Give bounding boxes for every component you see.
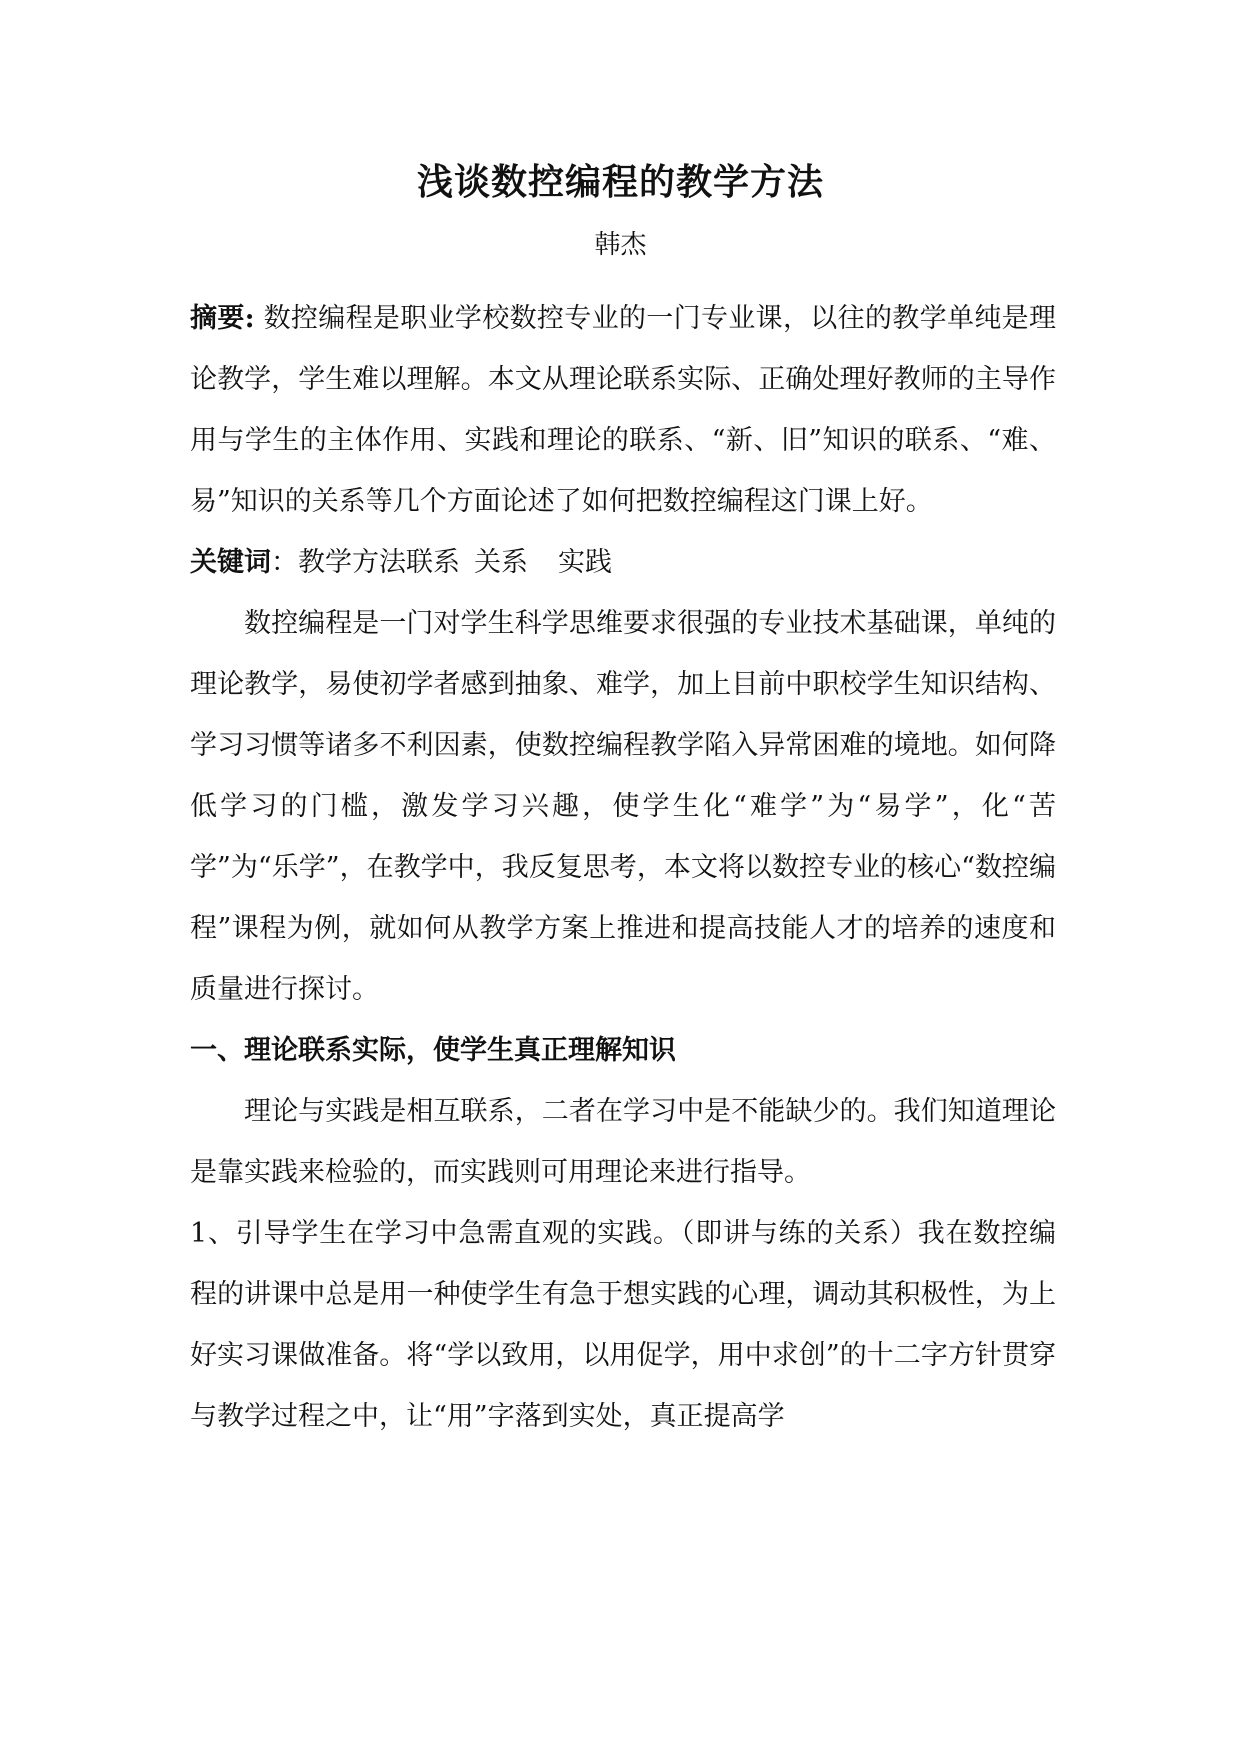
abstract-label: 摘要: — [190, 303, 255, 334]
abstract-paragraph — [190, 288, 1056, 532]
intro-paragraph: 数控编程是一门对学生科学思维要求很强的专业技术基础课，单纯的理论教学，易使初学者感到抽象、难学，加上目前中职校学生知识结构、学习习惯等诸多不利因素，使数控编程教学陷入异常困难的境地。如何降低学习的门槛，激发学习兴趣，使学生化“难学”为“易学”，化“苦学”为“乐学”，在教学中，我反复思考，本文将以数控专业的核心“数控编程”课程为例，就如何从教学方案上推进和提高技能人才的培养的速度和质量进行探讨。 — [190, 608, 1056, 1005]
keywords-label: 关键词 — [190, 547, 271, 578]
keyword-item: 关系 — [474, 547, 528, 578]
keywords-paragraph — [190, 532, 1056, 593]
section-heading: 一、理论联系实际，使学生真正理解知识 — [190, 1035, 676, 1066]
author-name: 韩杰 — [594, 230, 647, 260]
keyword-item: 实践 — [558, 547, 612, 578]
section-paragraph: 理论与实践是相互联系，二者在学习中是不能缺少的。我们知道理论是靠实践来检验的，而实践则可用理论来进行指导。 — [190, 1096, 1056, 1188]
document-body — [190, 288, 1056, 1447]
abstract-text: 数控编程是职业学校数控专业的一门专业课，以往的教学单纯是理论教学，学生难以理解。本文从理论联系实际、正确处理好教师的主导作用与学生的主体作用、实践和理论的联系、“新、旧”知识的联系、“难、易”知识的关系等几个方面论述了如何把数控编程这门课上好。 — [190, 303, 1056, 517]
document-title: 浅谈数控编程的教学方法 — [416, 161, 824, 203]
numbered-item: 1、引导学生在学习中急需直观的实践。（即讲与练的关系）我在数控编程的讲课中总是用一种使学生有急于想实践的心理，调动其积极性，为上好实习课做准备。将“学以致用，以用促学，用中求创”的十二字方针贯穿与教学过程之中，让“用”字落到实处，真正提高学 — [190, 1218, 1056, 1432]
keywords-colon: ： — [271, 547, 298, 578]
keyword-item: 教学方法联系 — [298, 547, 460, 578]
